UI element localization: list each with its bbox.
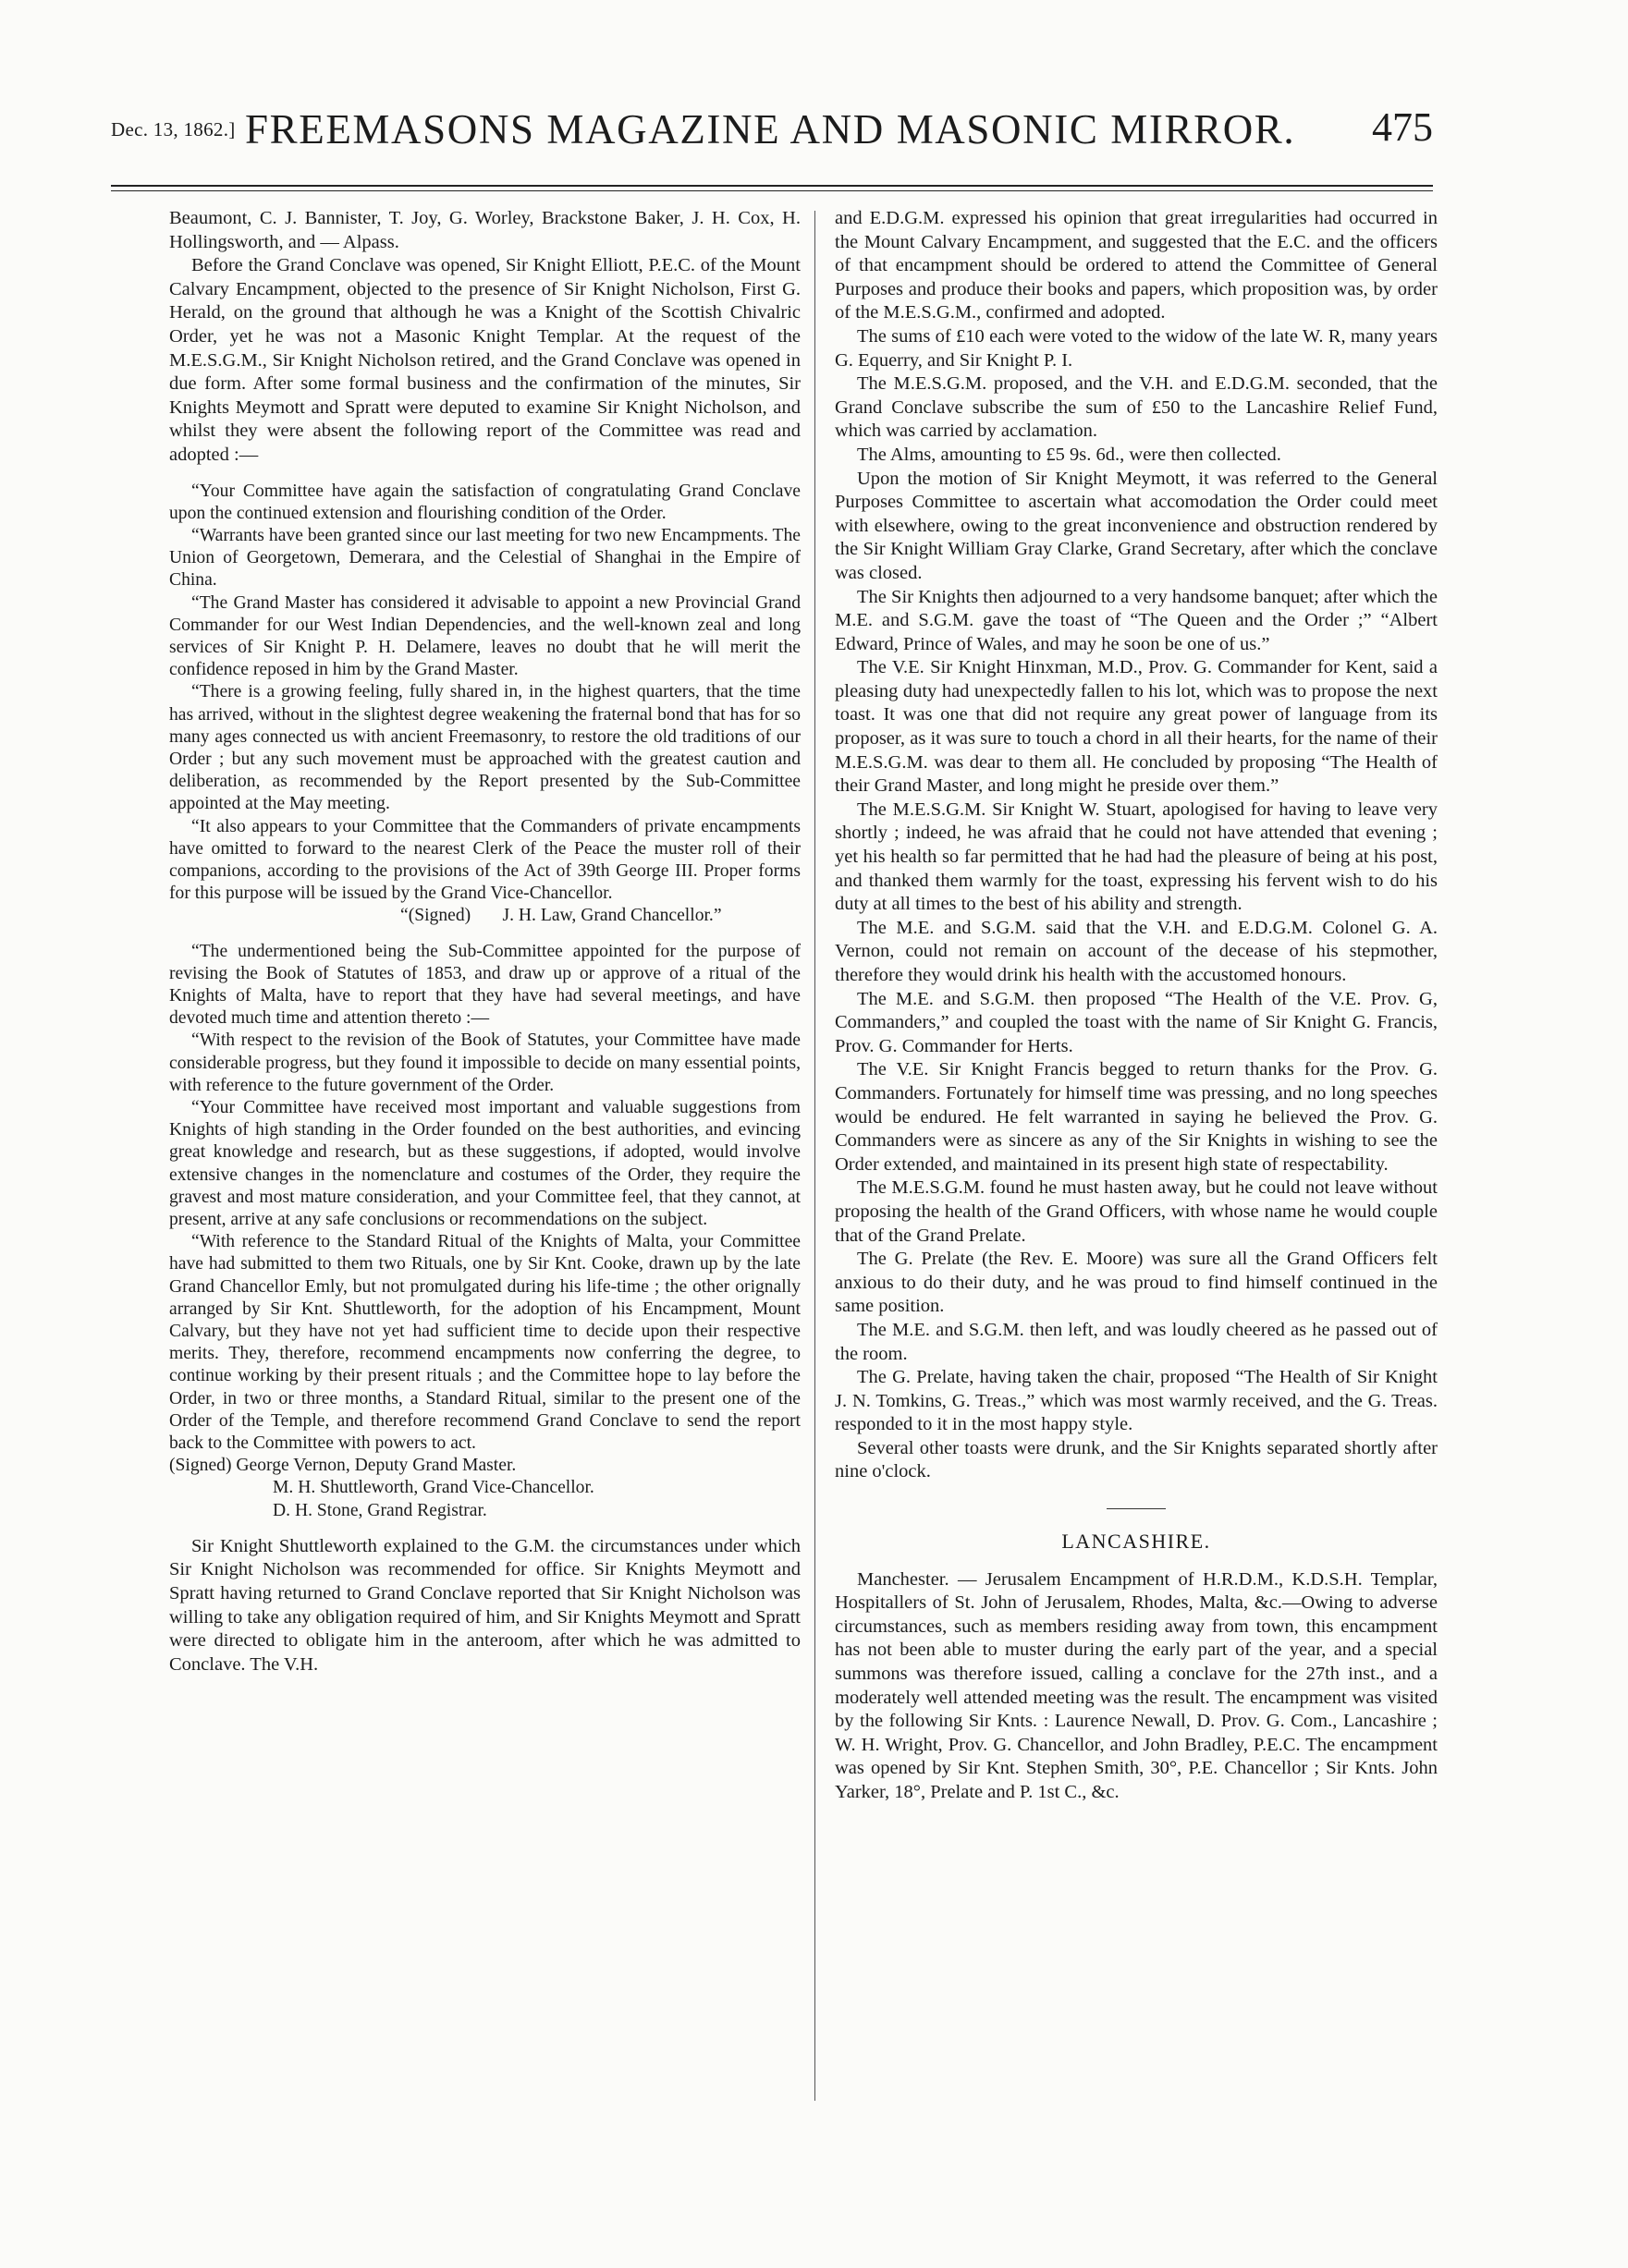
paragraph: Several other toasts were drunk, and the Sir Knights separated shortly after nine o'clock.	[835, 1437, 1438, 1482]
quote-paragraph: “Your Committee have received most important and valuable suggestions from Knights of high standing in the Order founded on the best authorities, and evincing great knowledge and research, but as these suggestions, if adopted, would involve extensive changes in the nomenclature and costumes of the Order, they require the gravest and most mature consideration, and your Committee feel, that they cannot, at present, arrive at any safe conclusions or recommendations on the subject.	[169, 1098, 801, 1230]
signature-line: D. H. Stone, Grand Registrar.	[273, 1500, 487, 1520]
paragraph: Upon the motion of Sir Knight Meymott, it was referred to the General Purposes Committee to ascertain what accomodation the Order could meet with elsewhere, owing to the great inconvenience and obstruction rendered by the Sir Knight William Gray Clarke, Grand Secretary, after which the conclave was closed.	[835, 468, 1438, 583]
paragraph: Sir Knight Shuttleworth explained to the G.M. the circumstances under which Sir Knight Nicholson was recommended for office. Sir Knights Meymott and Spratt having returned to Grand Conclave reported that Sir Knight Nicholson was willing to take any obligation required of him, and Sir Knights Meymott and Spratt were directed to obligate him in the anteroom, after which he was admitted to Conclave. The V.H.	[169, 1535, 801, 1675]
paragraph: The sums of £10 each were voted to the widow of the late W. R, many years G. Equerry, and Sir Knight P. I.	[835, 325, 1438, 371]
left-intro	[169, 207, 801, 468]
masthead	[111, 91, 1433, 163]
publication-title: FREEMASONS MAGAZINE AND MASONIC MIRROR.	[245, 106, 1296, 152]
page-number: 475	[1372, 104, 1433, 150]
committee-report-quote	[169, 481, 801, 928]
quote-paragraph: “It also appears to your Committee that the Commanders of private encampments have omitted to forward to the nearest Clerk of the Peace the muster roll of their companions, according to the provisions of the Act of 39th George III. Proper forms for this purpose will be issued by the Grand Vice-Chancellor.	[169, 816, 801, 904]
signature-line: (Signed) George Vernon, Deputy Grand Master.	[169, 1456, 517, 1476]
left-column	[169, 207, 801, 1677]
issue-date: Dec. 13, 1862.]	[111, 118, 236, 140]
paragraph: The M.E.S.G.M. proposed, and the V.H. and E.D.G.M. seconded, that the Grand Conclave subscribe the sum of £50 to the Lancashire Relief Fund, which was carried by acclamation.	[835, 373, 1438, 442]
section-heading: LANCASHIRE.	[1061, 1530, 1211, 1554]
paragraph: The G. Prelate (the Rev. E. Moore) was sure all the Grand Officers felt anxious to do their duty, and he was proud to find himself continued in the same position.	[835, 1249, 1438, 1317]
report-signature	[169, 905, 801, 927]
section-separator	[1107, 1508, 1166, 1509]
paragraph: Manchester. — Jerusalem Encampment of H.R.D.M., K.D.S.H. Templar, Hospitallers of St. John of Jerusalem, Rhodes, Malta, &c.—Owing to adverse circumstances, such as members residing away from town, this encampment has not been able to muster during the early part of the year, and a special summons was therefore issued, calling a conclave for the 27th inst., and a moderately well attended meeting was the result. The encampment was visited by the following Sir Knts. : Laurence Newall, D. Prov. G. Com., Lancashire ; W. H. Wright, Prov. G. Chancellor, and John Bradley, P.E.C. The encampment was opened by Sir Knt. Stephen Smith, 30°, P.E. Chancellor ; Sir Knts. John Yarker, 18°, Prelate and P. 1st C., &c.	[835, 1568, 1438, 1802]
paragraph: The Alms, amounting to £5 9s. 6d., were then collected.	[857, 444, 1281, 465]
right-column	[835, 207, 1438, 1805]
paragraph: The V.E. Sir Knight Francis begged to return thanks for the Prov. G. Commanders. Fortunately for himself time was pressing, and no long speeches would be endured. He felt warranted in saying he believed the Prov. G. Commanders were as sincere as any of the Sir Knights in wishing to see the Order extended, and maintained in its present high state of respectability.	[835, 1059, 1438, 1175]
column-divider	[814, 211, 815, 2101]
quote-paragraph: “Warrants have been granted since our last meeting for two new Encampments. The Union of Georgetown, Demerara, and the Celestial of Shanghai in the Empire of China.	[169, 525, 801, 591]
subcommittee-signatures	[169, 1455, 801, 1522]
signed-label: “(Signed)	[400, 906, 471, 926]
quote-paragraph: “The Grand Master has considered it advisable to appoint a new Provincial Grand Commander for our West Indian Dependencies, and the well-known zeal and long services of Sir Knight P. H. Delamere, leaves no doubt that he will merit the confidence reposed in him by the Grand Master.	[169, 592, 801, 680]
paragraph: Before the Grand Conclave was opened, Sir Knight Elliott, P.E.C. of the Mount Calvary Encampment, objected to the presence of Sir Knight Nicholson, First G. Herald, on the ground that although he was a Knight of the Scottish Chivalric Order, yet he was not a Masonic Knight Templar. At the request of the M.E.S.G.M., Sir Knight Nicholson retired, and the Grand Conclave was opened in due form. After some formal business and the confirmation of the minutes, Sir Knights Meymott and Spratt were deputed to examine Sir Knight Nicholson, and whilst they were absent the following report of the Committee was read and adopted :—	[169, 255, 801, 465]
paragraph: Beaumont, C. J. Bannister, T. Joy, G. Worley, Brackstone Baker, J. H. Cox, H. Hollingsworth, and — Alpass.	[169, 208, 801, 252]
paragraph: The M.E.S.G.M. Sir Knight W. Stuart, apologised for having to leave very shortly ; indeed, he was afraid that he could not have attended that evening ; yet his health so far permitted that he had had the pleasure of being at his post, and thanked them warmly for the toast, expressing his fervent wish to do his duty at all times to the best of his ability and strength.	[835, 799, 1438, 915]
masthead-rule-thick	[111, 185, 1433, 187]
quote-paragraph: “There is a growing feeling, fully shared in, in the highest quarters, that the time has arrived, without in the slightest degree weakening the fraternal bond that has for so many ages connected us with ancient Freemasonry, to restore the old traditions of our Order ; but any such movement must be approached with the greatest caution and deliberation, as recommended by the Report presented by the Sub-Committee appointed at the May meeting.	[169, 682, 801, 814]
quote-paragraph: “With reference to the Standard Ritual of the Knights of Malta, your Committee have had submitted to them two Rituals, one by Sir Knt. Cooke, drawn up by the late Grand Chancellor Emly, but not promulgated during his life-time ; the other orignally arranged by Sir Knt. Shuttleworth, for the adoption of his Encampment, Mount Calvary, but they have not yet had sufficient time to decide upon their respective merits. They, therefore, recommend encampments now conferring the degree, to continue working by their present rituals ; and the Committee hope to lay before the Order, in two or three months, a Standard Ritual, similar to the present one of the Order of the Temple, and therefore recommend Grand Conclave to send the report back to the Committee with powers to act.	[169, 1232, 801, 1454]
quote-paragraph: “Your Committee have again the satisfaction of congratulating Grand Conclave upon the continued extension and flourishing condition of the Order.	[169, 481, 801, 523]
paragraph: The M.E.S.G.M. found he must hasten away, but he could not leave without proposing the health of the Grand Officers, with whose name he would couple that of the Grand Prelate.	[835, 1177, 1438, 1246]
paragraph: The G. Prelate, having taken the chair, proposed “The Health of Sir Knight J. N. Tomkins, G. Treas.,” which was most warmly received, and the G. Treas. responded to it in the most happy style.	[835, 1367, 1438, 1435]
paragraph: The M.E. and S.G.M. said that the V.H. and E.D.G.M. Colonel G. A. Vernon, could not remain on account of the decease of his stepmother, therefore they would drink his health with the accustomed honours.	[835, 917, 1438, 985]
paragraph: The Sir Knights then adjourned to a very handsome banquet; after which the M.E. and S.G.M. gave the toast of “The Queen and the Order ;” “Albert Edward, Prince of Wales, and may he soon be one of us.”	[835, 586, 1438, 654]
signature-line: M. H. Shuttleworth, Grand Vice-Chancellor.	[273, 1478, 594, 1498]
subcommittee-report-quote	[169, 941, 801, 1456]
quote-paragraph: “The undermentioned being the Sub-Committee appointed for the purpose of revising the Book of Statutes of 1853, and draw up or approve of a ritual of the Knights of Malta, have to report that they have had several meetings, and have devoted much time and attention thereto :—	[169, 941, 801, 1029]
paragraph: The M.E. and S.G.M. then proposed “The Health of the V.E. Prov. G, Commanders,” and coupled the toast with the name of Sir Knight G. Francis, Prov. G. Commander for Herts.	[835, 988, 1438, 1056]
masthead-rule-thin	[111, 190, 1433, 191]
paragraph: The V.E. Sir Knight Hinxman, M.D., Prov. G. Commander for Kent, said a pleasing duty had unexpectedly fallen to his lot, which was to propose the next toast. It was one that did not require any great power of language from its proposer, as it was sure to touch a chord in all their hearts, for the name of their M.E.S.G.M. was dear to them all. He concluded by proposing “The Health of their Grand Master, and long might he preside over them.”	[835, 657, 1438, 797]
quote-paragraph: “With respect to the revision of the Book of Statutes, your Committee have made considerable progress, but they found it impossible to decide on many essential points, with reference to the future government of the Order.	[169, 1030, 801, 1095]
signed-name: J. H. Law, Grand Chancellor.”	[502, 906, 722, 926]
paragraph: The M.E. and S.G.M. then left, and was loudly cheered as he passed out of the room.	[835, 1319, 1438, 1364]
paragraph: and E.D.G.M. expressed his opinion that great irregularities had occurred in the Mount Calvary Encampment, and suggested that the E.C. and the officers of that encampment should be ordered to attend the Committee of General Purposes and produce their books and papers, which proposition was, by order of the M.E.S.G.M., confirmed and adopted.	[835, 208, 1438, 323]
